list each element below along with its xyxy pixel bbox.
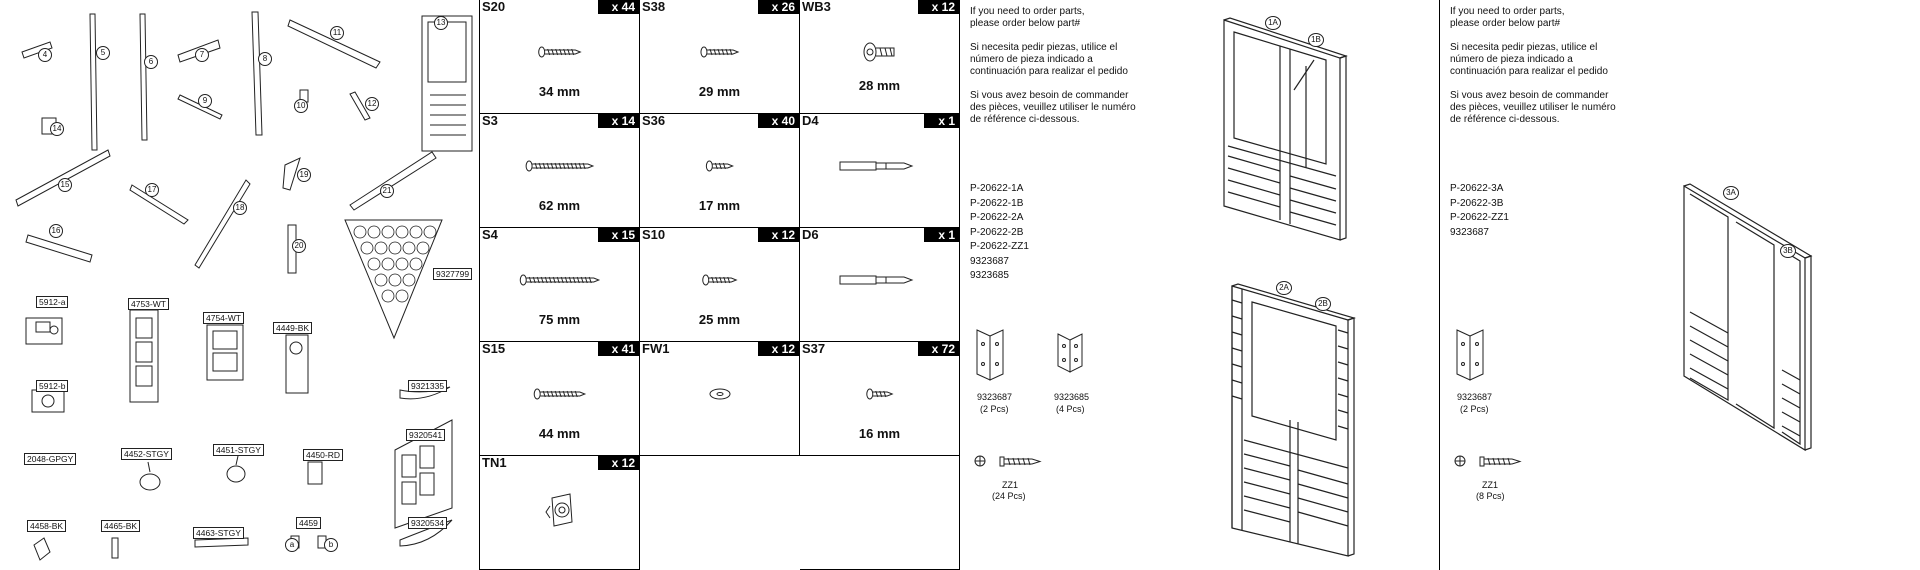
part-number: 9323685 [970, 270, 1009, 281]
part-number-callout: 21 [380, 184, 394, 198]
hardware-code: FW1 [642, 341, 670, 356]
hardware-quantity: x 1 [924, 228, 959, 242]
hardware-quantity: x 12 [758, 342, 799, 356]
part-number-callout: 10 [294, 99, 308, 113]
empty-hardware-cell [800, 456, 960, 570]
hardware-size: 17 mm [698, 198, 741, 213]
hardware-quantity: x 72 [918, 342, 959, 356]
hardware-code: S10 [642, 227, 666, 242]
part-number: P-20622-1B [970, 197, 1024, 209]
hardware-cell [800, 114, 960, 228]
hardware-cell [640, 228, 800, 342]
part-code-tag: 4452-STGY [121, 448, 172, 460]
part-number: 9323687 [1450, 226, 1489, 238]
part-code-tag: 4450-RD [303, 449, 343, 461]
part-number: P-20622-1A [970, 183, 1024, 194]
part-code-tag: 4451-STGY [213, 444, 264, 456]
t-nut-icon [480, 456, 640, 570]
driver-bit-icon [800, 228, 960, 342]
order-instructions: If you need to order parts, please order below part# Si necesita pedir piezas, utilice el número de pieza indicado a continuación para realizar el pedido Si vous avez besoin de commander des pièces, veuillez utiliser le numéro de référence ci-dessous. [1450, 6, 1616, 125]
hardware-cell [480, 342, 640, 456]
washer-icon [640, 342, 800, 456]
part-letter-callout: a [285, 538, 299, 552]
hardware-quantity: x 12 [918, 0, 959, 14]
part-number-callout: 13 [434, 16, 448, 30]
hardware-code: S37 [802, 341, 826, 356]
panel-callout: 3B [1780, 244, 1796, 258]
screw-count: (8 Pcs) [1476, 491, 1505, 501]
hardware-size: 44 mm [538, 426, 581, 441]
part-code-tag: 5912-a [36, 296, 68, 308]
part-number-callout: 4 [38, 48, 52, 62]
hardware-size: 16 mm [858, 426, 901, 441]
part-number-callout: 17 [145, 183, 159, 197]
screw-code: ZZ1 [1482, 480, 1499, 490]
part-number-callout: 11 [330, 26, 344, 40]
hardware-code: D6 [802, 227, 819, 242]
bracket-count: (4 Pcs) [1056, 404, 1085, 414]
part-number-callout: 15 [58, 178, 72, 192]
hardware-code: S36 [642, 113, 666, 128]
hardware-cell [800, 0, 960, 114]
hardware-cell [480, 228, 640, 342]
hardware-cell [800, 228, 960, 342]
hardware-quantity: x 14 [598, 114, 639, 128]
part-code-tag: 4754-WT [203, 312, 244, 324]
bracket-count: (2 Pcs) [980, 404, 1009, 414]
bracket-code: 9323685 [1054, 392, 1090, 402]
part-code-tag: 2048-GPGY [24, 453, 76, 465]
bracket-and-screw-drawing [960, 0, 1440, 570]
hardware-quantity: x 15 [598, 228, 639, 242]
part-number-callout: 8 [258, 52, 272, 66]
bracket-code: 9323687 [977, 392, 1013, 402]
panel-callout: 1B [1308, 33, 1324, 47]
hardware-quantity: x 12 [758, 228, 799, 242]
part-code-tag: 4465-BK [101, 520, 140, 532]
hardware-cell [480, 456, 640, 570]
part-number-callout: 9 [198, 94, 212, 108]
hardware-size: 28 mm [858, 78, 901, 93]
part-number: P-20622-ZZ1 [1450, 212, 1509, 223]
parts-overview-panel [0, 0, 480, 570]
hardware-code: S4 [482, 227, 498, 242]
screw-icon [800, 0, 960, 114]
panel-callout: 2A [1276, 281, 1292, 295]
hardware-size: 25 mm [698, 312, 741, 327]
hardware-code: D4 [802, 113, 819, 128]
part-number: P-20622-3A [1450, 183, 1504, 194]
bracket-code: 9323687 [1457, 392, 1493, 402]
hardware-cell [640, 0, 800, 114]
part-number-callout: 12 [365, 97, 379, 111]
panel-callout: 2B [1315, 297, 1331, 311]
part-number: P-20622-3B [1450, 197, 1504, 209]
hardware-cell [640, 114, 800, 228]
part-code-tag: 9321335 [408, 380, 447, 392]
hardware-size: 34 mm [538, 84, 581, 99]
hardware-cell [480, 114, 640, 228]
hardware-size: 75 mm [538, 312, 581, 327]
part-code-tag: 9320541 [406, 429, 445, 441]
order-parts-panel-b [1440, 0, 1920, 570]
panel-callout: 3A [1723, 186, 1739, 200]
hardware-quantity: x 12 [598, 456, 639, 470]
screw-code: ZZ1 [1002, 480, 1019, 490]
part-code-tag: 9327799 [433, 268, 472, 280]
screw-count: (24 Pcs) [992, 491, 1026, 501]
hardware-grid [480, 0, 960, 570]
part-number-callout: 14 [50, 122, 64, 136]
hardware-code: S15 [482, 341, 506, 356]
part-number-callout: 6 [144, 55, 158, 69]
bracket-and-screw-drawing [1440, 0, 1920, 570]
parts-drawing [0, 0, 480, 570]
hardware-quantity: x 26 [758, 0, 799, 14]
part-number: P-20622-ZZ1 [970, 241, 1029, 252]
hardware-quantity: x 40 [758, 114, 799, 128]
hardware-code: S20 [482, 0, 506, 14]
part-number: 9323687 [970, 255, 1009, 267]
hardware-cell [480, 0, 640, 114]
empty-hardware-cell [800, 342, 960, 456]
hardware-code: S3 [482, 113, 498, 128]
hardware-code: S38 [642, 0, 666, 14]
part-code-tag: 4463-STGY [193, 527, 244, 539]
part-number: P-20622-2B [970, 226, 1024, 238]
part-code-tag: 4753-WT [128, 298, 169, 310]
part-code-tag: 4459 [296, 517, 321, 529]
part-number-callout: 7 [195, 48, 209, 62]
part-number-callout: 5 [96, 46, 110, 60]
panel-callout: 1A [1265, 16, 1281, 30]
hardware-quantity: x 44 [598, 0, 639, 14]
part-code-tag: 4449-BK [273, 322, 312, 334]
hardware-code: TN1 [482, 455, 507, 470]
hardware-size: 29 mm [698, 84, 741, 99]
part-number-callout: 16 [49, 224, 63, 238]
order-instructions: If you need to order parts, please order below part# Si necesita pedir piezas, utilice el número de pieza indicado a continuación para realizar el pedido Si vous avez besoin de commander des pièces, veuillez utiliser le numéro de référence ci-dessous. [970, 6, 1136, 125]
hardware-cell [640, 342, 800, 456]
hardware-code: WB3 [802, 0, 831, 14]
part-number-callout: 18 [233, 201, 247, 215]
part-number: P-20622-2A [970, 212, 1024, 223]
bracket-count: (2 Pcs) [1460, 404, 1489, 414]
hardware-size: 62 mm [538, 198, 581, 213]
part-code-tag: 5912-b [36, 380, 68, 392]
part-letter-callout: b [324, 538, 338, 552]
part-number-callout: 20 [292, 239, 306, 253]
part-number-callout: 19 [297, 168, 311, 182]
part-code-tag: 4458-BK [27, 520, 66, 532]
hardware-quantity: x 1 [924, 114, 959, 128]
part-code-tag: 9320534 [408, 517, 447, 529]
hardware-quantity: x 41 [598, 342, 639, 356]
order-parts-panel-a [960, 0, 1440, 570]
driver-bit-icon [800, 114, 960, 228]
